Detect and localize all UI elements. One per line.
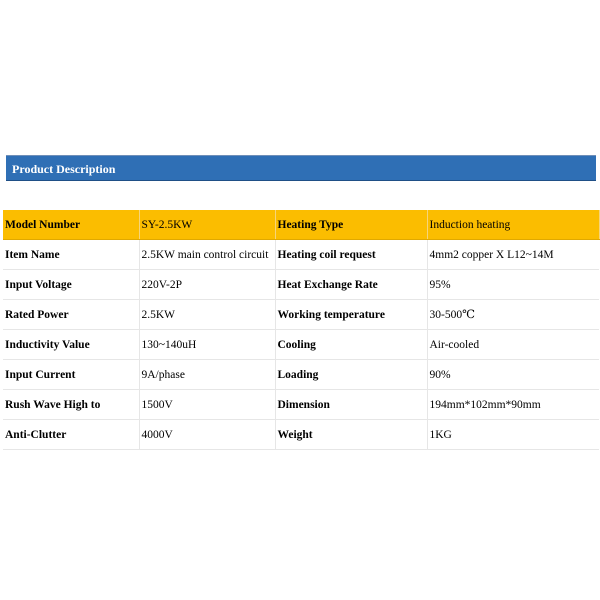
- spec-value: 1KG: [427, 420, 599, 450]
- table-row: [3, 240, 599, 270]
- spec-value: 130~140uH: [139, 330, 275, 360]
- spec-label: Weight: [275, 420, 427, 450]
- spec-label: Heating coil request: [275, 240, 427, 270]
- table-row: [3, 360, 599, 390]
- spec-label: Heat Exchange Rate: [275, 270, 427, 300]
- spec-value: 9A/phase: [139, 360, 275, 390]
- banner-title: Product Description: [12, 162, 116, 176]
- table-row: [3, 390, 599, 420]
- spec-value: 95%: [427, 270, 599, 300]
- spec-value: 2.5KW main control circuit: [139, 240, 275, 270]
- spec-label: Model Number: [3, 210, 139, 240]
- spec-value: 194mm*102mm*90mm: [427, 390, 599, 420]
- spec-label: Anti-Clutter: [3, 420, 139, 450]
- spec-label: Rush Wave High to: [3, 390, 139, 420]
- spec-value: 1500V: [139, 390, 275, 420]
- spec-label: Dimension: [275, 390, 427, 420]
- spec-value: 4mm2 copper X L12~14M: [427, 240, 599, 270]
- spec-label: Input Voltage: [3, 270, 139, 300]
- table-row: [3, 270, 599, 300]
- spec-value: SY-2.5KW: [139, 210, 275, 240]
- spec-label: Cooling: [275, 330, 427, 360]
- spec-value: 220V-2P: [139, 270, 275, 300]
- spec-value: 4000V: [139, 420, 275, 450]
- spec-value: 90%: [427, 360, 599, 390]
- spec-label: Rated Power: [3, 300, 139, 330]
- spec-value: Induction heating: [427, 210, 599, 240]
- spec-value: 30-500℃: [427, 300, 599, 330]
- spec-label: Inductivity Value: [3, 330, 139, 360]
- spec-label: Input Current: [3, 360, 139, 390]
- spec-label: Heating Type: [275, 210, 427, 240]
- spec-label: Loading: [275, 360, 427, 390]
- spec-label: Item Name: [3, 240, 139, 270]
- spec-value: 2.5KW: [139, 300, 275, 330]
- spec-label: Working temperature: [275, 300, 427, 330]
- table-row: [3, 330, 599, 360]
- table-row: [3, 300, 599, 330]
- product-description-banner: [6, 155, 596, 181]
- spec-table: [3, 210, 600, 450]
- spec-value: Air-cooled: [427, 330, 599, 360]
- table-row-model-number: [3, 210, 599, 240]
- table-row: [3, 420, 599, 450]
